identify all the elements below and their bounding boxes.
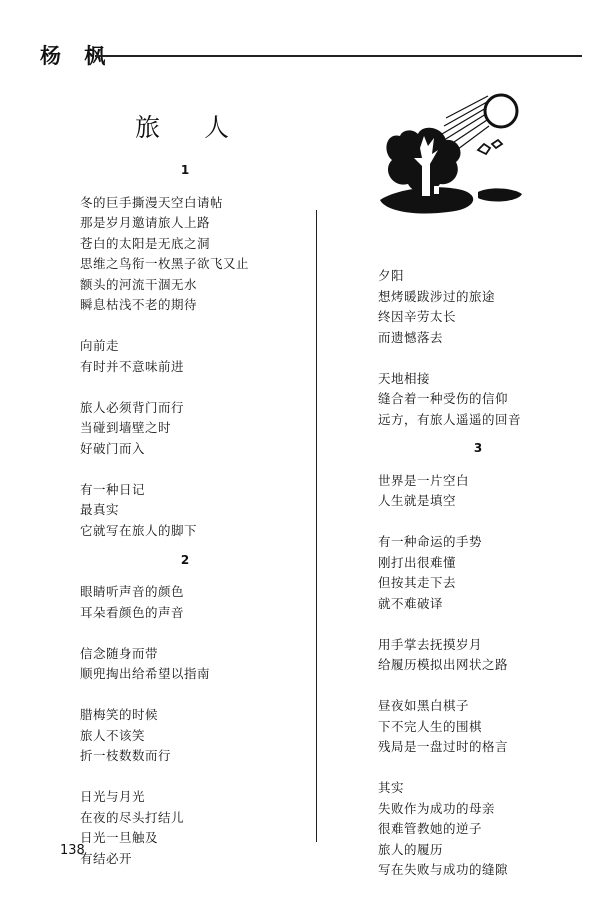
stanza <box>80 705 290 767</box>
stanza <box>378 635 578 676</box>
poem-line: 信念随身而带 <box>80 645 159 661</box>
bird-icon <box>478 140 502 154</box>
stanza <box>378 696 578 758</box>
stanza <box>378 471 578 512</box>
poem-line: 天地相接 <box>378 370 431 386</box>
poem-line: 想烤暖跋涉过的旅途 <box>378 288 496 304</box>
poem-line: 当碰到墙壁之时 <box>80 420 172 435</box>
poem-line: 向前走 <box>80 338 120 353</box>
poem-line: 残局是一盘过时的格言 <box>378 739 509 754</box>
section-number: 2 <box>180 552 190 567</box>
stanza <box>378 778 578 881</box>
ground-shadow-icon <box>380 184 522 214</box>
header-rule <box>95 55 582 57</box>
poem-line: 在夜的尽头打结儿 <box>80 809 185 825</box>
poem-line: 世界是一片空白 <box>378 472 470 488</box>
poem-line: 折一枝数数而行 <box>80 748 172 763</box>
stanza <box>80 193 290 316</box>
poem-line: 腊梅笑的时候 <box>80 707 159 722</box>
poem-line: 很难管教她的逆子 <box>378 821 483 836</box>
poem-line: 用手掌去抚摸岁月 <box>378 636 483 652</box>
poem-line: 有一种日记 <box>80 481 146 497</box>
poem-line: 那是岁月邀请旅人上路 <box>80 215 211 230</box>
poem-line: 有时并不意味前进 <box>80 358 185 374</box>
poem-line: 额头的河流干涸无水 <box>80 276 198 292</box>
poem-line: 旅人必须背门而行 <box>80 399 185 415</box>
author-name: 杨 枫 <box>40 44 114 68</box>
poem-line: 而遗憾落去 <box>378 329 444 345</box>
poem-line: 人生就是填空 <box>378 493 457 508</box>
poem-line: 日光与月光 <box>80 789 146 804</box>
stanza <box>80 336 290 377</box>
poem-line: 苍白的太阳是无底之洞 <box>80 235 211 251</box>
poem-line: 旅人的履历 <box>378 841 444 857</box>
poem-line: 它就写在旅人的脚下 <box>80 522 198 538</box>
section-number: 3 <box>473 441 483 455</box>
poem-line: 冬的巨手撕漫天空白请帖 <box>80 194 224 210</box>
poem-line: 有结必开 <box>80 850 133 866</box>
poem-line: 昼夜如黑白棋子 <box>378 698 470 713</box>
sun-tree-illustration <box>378 88 528 223</box>
stanza <box>378 369 578 431</box>
poem-line: 最真实 <box>80 502 120 517</box>
poem-line: 好破门而入 <box>80 440 146 456</box>
poem-line: 夕阳 <box>378 268 405 283</box>
stanza <box>378 532 578 614</box>
poem-column-left <box>80 160 290 890</box>
column-divider <box>316 210 317 842</box>
poem-column-right <box>378 266 578 901</box>
stanza <box>80 582 290 623</box>
stanza <box>80 480 290 542</box>
poem-line: 旅人不该笑 <box>80 727 146 743</box>
poem-line: 缝合着一种受伤的信仰 <box>378 391 509 406</box>
stanza <box>80 398 290 460</box>
poem-line: 给履历模拟出网状之路 <box>378 657 509 672</box>
poem-line: 下不完人生的围棋 <box>378 718 483 734</box>
poem-line: 刚打出很难懂 <box>378 554 457 570</box>
section-number: 1 <box>180 163 190 177</box>
poem-line: 耳朵看颜色的声音 <box>80 604 185 620</box>
poem-title: 旅 人 <box>135 113 247 142</box>
poem-line: 顺兜掏出给希望以指南 <box>80 666 211 681</box>
poem-line: 瞬息枯浅不老的期待 <box>80 297 198 312</box>
poem-line: 但按其走下去 <box>378 575 457 590</box>
poem-line: 日光一旦触及 <box>80 830 159 845</box>
poem-line: 其实 <box>378 780 405 795</box>
poem-line: 眼睛听声音的颜色 <box>80 584 185 599</box>
poem-line: 远方，有旅人遥遥的回音 <box>378 411 522 427</box>
poem-line: 有一种命运的手势 <box>378 534 483 549</box>
stanza <box>80 787 290 869</box>
poem-line: 失败作为成功的母亲 <box>378 800 496 816</box>
page-number: 138 <box>60 843 85 858</box>
stanza <box>378 266 578 348</box>
stanza <box>80 644 290 685</box>
poem-line: 终因辛劳太长 <box>378 309 457 324</box>
poem-line: 思维之鸟衔一枚黑子欲飞又止 <box>80 256 250 271</box>
poem-line: 写在失败与成功的缝隙 <box>378 862 509 877</box>
poem-line: 就不难破译 <box>378 595 444 611</box>
